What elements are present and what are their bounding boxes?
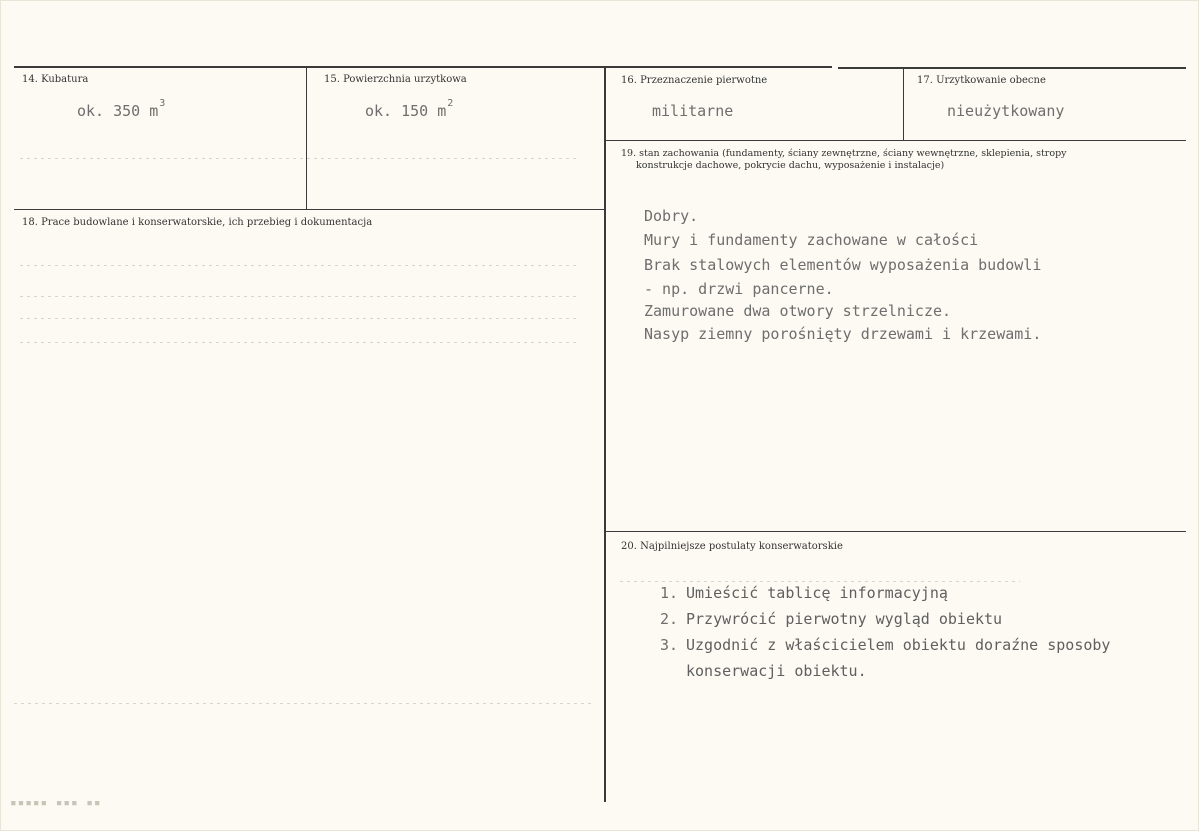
list-item-text: Umieścić tablicę informacyjną [686, 584, 948, 602]
kubatura-text: ok. 350 m [77, 102, 159, 120]
field-17-label: 17. Urzytkowanie obecne [917, 75, 1046, 86]
field-14-label: 14. Kubatura [22, 74, 89, 85]
field-15-value [365, 98, 454, 120]
field-19-line-3: Brak stalowych elementów wyposażenia budowli [644, 256, 1042, 274]
list-item [660, 636, 1110, 658]
center-divider [604, 68, 606, 802]
field-15-label: 15. Powierzchnia urzytkowa [324, 74, 467, 85]
rule-under-14-15 [14, 209, 605, 210]
field-19-line-2: Mury i fundamenty zachowane w całości [644, 231, 979, 249]
ghost-line [20, 318, 580, 319]
postulates-list [660, 584, 1110, 662]
powierzchnia-exponent: 2 [447, 98, 454, 109]
ghost-line [20, 296, 580, 297]
field-14-value [77, 98, 166, 120]
list-item-number: 2. [660, 610, 679, 628]
field-19-line-1: Dobry. [644, 207, 699, 225]
divider-14-15 [306, 68, 307, 209]
rule-above-20 [606, 531, 1186, 532]
top-rule-left [14, 66, 832, 68]
ghost-line [20, 158, 580, 159]
field-19-label-line1: 19. stan zachowania (fundamenty, ściany zewnętrzne, ściany wewnętrzne, sklepienia, stropy [621, 148, 1067, 159]
field-18-label: 18. Prace budowlane i konserwatorskie, ich przebieg i dokumentacja [22, 217, 373, 228]
list-item-text: Uzgodnić z właścicielem obiektu doraźne sposoby [686, 636, 1111, 654]
divider-16-17 [903, 69, 904, 140]
list-item [660, 584, 1110, 606]
ghost-line [620, 581, 1020, 582]
ghost-line [14, 703, 594, 704]
field-19-label-line2: konstrukcje dachowe, pokrycie dachu, wyposażenie i instalacje) [636, 160, 945, 171]
powierzchnia-text: ok. 150 m [365, 102, 447, 120]
ghost-line [20, 342, 580, 343]
list-item [660, 610, 1110, 632]
list-item-number: 3. [660, 636, 679, 654]
ghost-stamp: ▪▪▪▪▪ ▪▪▪ ▪▪ [10, 796, 102, 809]
field-19-line-4: - np. drzwi pancerne. [644, 280, 834, 298]
field-16-label: 16. Przeznaczenie pierwotne [621, 75, 768, 86]
kubatura-exponent: 3 [159, 98, 166, 109]
field-16-value: militarne [652, 102, 734, 120]
list-item-number: 1. [660, 584, 679, 602]
list-item-text: Przywrócić pierwotny wygląd obiektu [686, 610, 1003, 628]
field-17-value: nieużytkowany [947, 102, 1065, 120]
top-rule-right [838, 67, 1186, 69]
ghost-line [20, 265, 580, 266]
field-19-line-6: Nasyp ziemny porośnięty drzewami i krzewami. [644, 325, 1042, 343]
rule-under-16-17 [606, 140, 1186, 141]
field-19-line-5: Zamurowane dwa otwory strzelnicze. [644, 302, 952, 320]
postulate-3-continuation: konserwacji obiektu. [686, 662, 867, 680]
field-20-label: 20. Najpilniejsze postulaty konserwatorskie [621, 541, 843, 552]
